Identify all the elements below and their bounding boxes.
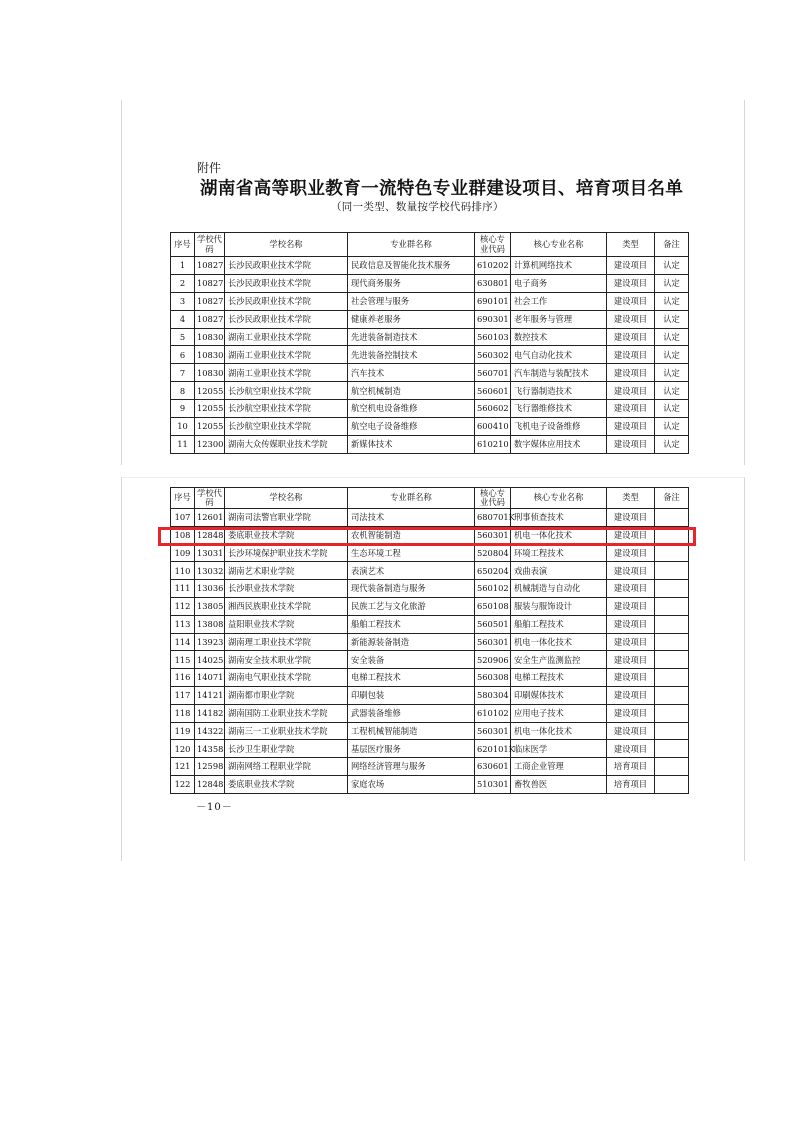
cell-core-code: 650108 [475, 597, 511, 615]
cell-group-name: 新能源装备制造 [348, 633, 475, 651]
table-row [171, 364, 689, 382]
cell-core-code: 680701K [475, 509, 511, 527]
header-core-major: 核心专业名称 [511, 233, 607, 257]
cell-school-code: 12848 [195, 775, 225, 793]
header-group-name: 专业群名称 [348, 488, 475, 509]
cell-type: 建设项目 [607, 562, 655, 580]
table-row [171, 669, 689, 687]
cell-school-name: 娄底职业技术学院 [225, 526, 348, 544]
cell-school-code: 12055 [195, 418, 225, 436]
cell-type: 建设项目 [607, 669, 655, 687]
cell-core-code: 560602 [475, 400, 511, 418]
cell-note [655, 722, 689, 740]
cell-seq: 4 [171, 310, 195, 328]
table-row [171, 597, 689, 615]
cell-seq: 107 [171, 509, 195, 527]
cell-school-name: 长沙职业技术学院 [225, 580, 348, 598]
cell-group-name: 航空机电设备维修 [348, 400, 475, 418]
cell-type: 建设项目 [607, 597, 655, 615]
cell-core-major: 安全生产监测监控 [511, 651, 607, 669]
cell-core-major: 飞行器制造技术 [511, 382, 607, 400]
cell-seq: 11 [171, 435, 195, 453]
cell-type: 培育项目 [607, 758, 655, 776]
header-type: 类型 [607, 233, 655, 257]
cell-school-code: 10827 [195, 257, 225, 275]
cell-note [655, 651, 689, 669]
cell-school-code: 13805 [195, 597, 225, 615]
cell-core-code: 560301 [475, 526, 511, 544]
cell-note: 认定 [655, 435, 689, 453]
cell-school-code: 14121 [195, 686, 225, 704]
cell-group-name: 家庭农场 [348, 775, 475, 793]
cell-type: 建设项目 [607, 651, 655, 669]
project-table-top [170, 232, 689, 454]
table-row [171, 722, 689, 740]
header-note: 备注 [655, 488, 689, 509]
header-type: 类型 [607, 488, 655, 509]
cell-group-name: 航空机械制造 [348, 382, 475, 400]
cell-seq: 5 [171, 328, 195, 346]
cell-group-name: 司法技术 [348, 509, 475, 527]
cell-school-name: 长沙民政职业技术学院 [225, 310, 348, 328]
cell-core-code: 560308 [475, 669, 511, 687]
cell-seq: 112 [171, 597, 195, 615]
cell-school-name: 长沙卫生职业学院 [225, 740, 348, 758]
table-row [171, 633, 689, 651]
cell-note: 认定 [655, 310, 689, 328]
page-number: －10－ [196, 802, 233, 813]
cell-type: 建设项目 [607, 722, 655, 740]
cell-school-code: 13808 [195, 615, 225, 633]
cell-school-name: 益阳职业技术学院 [225, 615, 348, 633]
cell-school-code: 10827 [195, 292, 225, 310]
cell-school-code: 13031 [195, 544, 225, 562]
cell-note [655, 686, 689, 704]
cell-seq: 10 [171, 418, 195, 436]
cell-type: 培育项目 [607, 775, 655, 793]
cell-note: 认定 [655, 346, 689, 364]
cell-school-name: 湖南安全技术职业学院 [225, 651, 348, 669]
cell-core-major: 汽车制造与装配技术 [511, 364, 607, 382]
cell-note: 认定 [655, 400, 689, 418]
cell-core-code: 520804 [475, 544, 511, 562]
cell-note [655, 669, 689, 687]
cell-seq: 2 [171, 274, 195, 292]
cell-core-code: 560601 [475, 382, 511, 400]
cell-seq: 8 [171, 382, 195, 400]
cell-type: 建设项目 [607, 292, 655, 310]
cell-school-name: 湖南工业职业技术学院 [225, 328, 348, 346]
cell-school-name: 湖南都市职业学院 [225, 686, 348, 704]
cell-seq: 109 [171, 544, 195, 562]
cell-core-major: 电子商务 [511, 274, 607, 292]
cell-school-name: 湖南司法警官职业学院 [225, 509, 348, 527]
cell-seq: 122 [171, 775, 195, 793]
cell-school-name: 长沙民政职业技术学院 [225, 257, 348, 275]
cell-school-code: 10830 [195, 328, 225, 346]
header-school-name: 学校名称 [225, 233, 348, 257]
cell-core-code: 630601 [475, 758, 511, 776]
table-header-row [171, 233, 689, 257]
cell-type: 建设项目 [607, 257, 655, 275]
cell-group-name: 汽车技术 [348, 364, 475, 382]
cell-seq: 111 [171, 580, 195, 598]
cell-school-code: 13032 [195, 562, 225, 580]
cell-group-name: 健康养老服务 [348, 310, 475, 328]
cell-type: 建设项目 [607, 310, 655, 328]
table-row [171, 274, 689, 292]
table-row [171, 580, 689, 598]
cell-core-code: 560501 [475, 615, 511, 633]
cell-core-major: 环境工程技术 [511, 544, 607, 562]
cell-school-name: 湘西民族职业技术学院 [225, 597, 348, 615]
cell-core-code: 690301 [475, 310, 511, 328]
table-row [171, 740, 689, 758]
header-seq: 序号 [171, 233, 195, 257]
cell-seq: 118 [171, 704, 195, 722]
cell-core-major: 数控技术 [511, 328, 607, 346]
cell-group-name: 民政信息及智能化技术服务 [348, 257, 475, 275]
cell-group-name: 现代装备制造与服务 [348, 580, 475, 598]
cell-school-name: 长沙航空职业技术学院 [225, 400, 348, 418]
table-row [171, 346, 689, 364]
cell-group-name: 先进装备控制技术 [348, 346, 475, 364]
cell-seq: 1 [171, 257, 195, 275]
cell-school-code: 14071 [195, 669, 225, 687]
cell-note [655, 615, 689, 633]
cell-core-major: 机械制造与自动化 [511, 580, 607, 598]
cell-note [655, 758, 689, 776]
cell-seq: 115 [171, 651, 195, 669]
cell-note: 认定 [655, 382, 689, 400]
header-school-code: 学校代码 [195, 488, 225, 509]
cell-group-name: 表演艺术 [348, 562, 475, 580]
cell-school-code: 10827 [195, 274, 225, 292]
cell-school-code: 10827 [195, 310, 225, 328]
table-row [171, 328, 689, 346]
table-row [171, 544, 689, 562]
cell-seq: 117 [171, 686, 195, 704]
table-row [171, 758, 689, 776]
cell-type: 建设项目 [607, 400, 655, 418]
cell-core-major: 电气自动化技术 [511, 346, 607, 364]
table-row [171, 562, 689, 580]
cell-type: 建设项目 [607, 346, 655, 364]
cell-group-name: 农机智能制造 [348, 526, 475, 544]
document-title: 湖南省高等职业教育一流特色专业群建设项目、培育项目名单 [200, 179, 684, 199]
table-row [171, 704, 689, 722]
cell-group-name: 安全装备 [348, 651, 475, 669]
cell-school-name: 长沙民政职业技术学院 [225, 274, 348, 292]
cell-school-code: 12055 [195, 400, 225, 418]
cell-school-name: 长沙航空职业技术学院 [225, 418, 348, 436]
cell-seq: 121 [171, 758, 195, 776]
cell-core-code: 600410 [475, 418, 511, 436]
cell-school-code: 14322 [195, 722, 225, 740]
cell-core-code: 520906 [475, 651, 511, 669]
cell-school-name: 娄底职业技术学院 [225, 775, 348, 793]
cell-type: 建设项目 [607, 580, 655, 598]
cell-group-name: 航空电子设备维修 [348, 418, 475, 436]
cell-seq: 120 [171, 740, 195, 758]
cell-school-code: 12848 [195, 526, 225, 544]
cell-core-major: 计算机网络技术 [511, 257, 607, 275]
cell-type: 建设项目 [607, 740, 655, 758]
cell-core-code: 560302 [475, 346, 511, 364]
cell-type: 建设项目 [607, 544, 655, 562]
cell-group-name: 民族工艺与文化旅游 [348, 597, 475, 615]
cell-type: 建设项目 [607, 509, 655, 527]
cell-note [655, 740, 689, 758]
table-row [171, 775, 689, 793]
cell-seq: 114 [171, 633, 195, 651]
document-subtitle: （同一类型、数量按学校代码排序） [331, 201, 504, 213]
table-row [171, 435, 689, 453]
cell-seq: 110 [171, 562, 195, 580]
table-row [171, 257, 689, 275]
cell-type: 建设项目 [607, 364, 655, 382]
cell-core-major: 临床医学 [511, 740, 607, 758]
cell-core-major: 刑事侦查技术 [511, 509, 607, 527]
cell-group-name: 武器装备维修 [348, 704, 475, 722]
highlight-box-row-108 [158, 527, 696, 546]
cell-seq: 9 [171, 400, 195, 418]
header-group-name: 专业群名称 [348, 233, 475, 257]
header-core-major: 核心专业名称 [511, 488, 607, 509]
cell-school-name: 长沙航空职业技术学院 [225, 382, 348, 400]
cell-school-code: 10830 [195, 346, 225, 364]
cell-school-code: 12300 [195, 435, 225, 453]
cell-seq: 3 [171, 292, 195, 310]
cell-note: 认定 [655, 274, 689, 292]
cell-core-code: 630801 [475, 274, 511, 292]
cell-core-code: 620101K [475, 740, 511, 758]
cell-type: 建设项目 [607, 615, 655, 633]
cell-core-major: 老年服务与管理 [511, 310, 607, 328]
table-row [171, 509, 689, 527]
cell-school-name: 长沙民政职业技术学院 [225, 292, 348, 310]
cell-school-name: 湖南理工职业技术学院 [225, 633, 348, 651]
cell-core-code: 510301 [475, 775, 511, 793]
cell-school-code: 14182 [195, 704, 225, 722]
cell-note: 认定 [655, 364, 689, 382]
cell-seq: 108 [171, 526, 195, 544]
cell-core-code: 560301 [475, 722, 511, 740]
cell-core-major: 戏曲表演 [511, 562, 607, 580]
cell-note: 认定 [655, 292, 689, 310]
cell-core-major: 船舶工程技术 [511, 615, 607, 633]
cell-core-major: 飞行器维修技术 [511, 400, 607, 418]
cell-core-major: 印刷媒体技术 [511, 686, 607, 704]
cell-core-code: 580304 [475, 686, 511, 704]
cell-note: 认定 [655, 328, 689, 346]
cell-seq: 113 [171, 615, 195, 633]
cell-core-major: 工商企业管理 [511, 758, 607, 776]
cell-note [655, 562, 689, 580]
cell-core-major: 机电一体化技术 [511, 633, 607, 651]
cell-core-major: 机电一体化技术 [511, 526, 607, 544]
cell-note [655, 544, 689, 562]
table-row [171, 310, 689, 328]
cell-school-name: 湖南艺术职业学院 [225, 562, 348, 580]
cell-group-name: 电梯工程技术 [348, 669, 475, 687]
cell-note [655, 597, 689, 615]
cell-school-code: 13036 [195, 580, 225, 598]
header-seq: 序号 [171, 488, 195, 509]
cell-group-name: 社会管理与服务 [348, 292, 475, 310]
cell-type: 建设项目 [607, 274, 655, 292]
cell-type: 建设项目 [607, 633, 655, 651]
cell-core-code: 610102 [475, 704, 511, 722]
cell-core-major: 应用电子技术 [511, 704, 607, 722]
cell-core-major: 飞机电子设备维修 [511, 418, 607, 436]
table-row [171, 418, 689, 436]
cell-type: 建设项目 [607, 704, 655, 722]
table-row [171, 400, 689, 418]
cell-core-code: 610210 [475, 435, 511, 453]
table-row [171, 382, 689, 400]
cell-school-code: 14358 [195, 740, 225, 758]
cell-core-code: 560103 [475, 328, 511, 346]
cell-group-name: 新媒体技术 [348, 435, 475, 453]
cell-core-code: 610202 [475, 257, 511, 275]
attachment-label: 附件 [197, 161, 222, 175]
cell-core-major: 社会工作 [511, 292, 607, 310]
cell-school-code: 12598 [195, 758, 225, 776]
cell-note: 认定 [655, 418, 689, 436]
cell-type: 建设项目 [607, 526, 655, 544]
table-row [171, 292, 689, 310]
cell-group-name: 先进装备制造技术 [348, 328, 475, 346]
cell-school-name: 长沙环境保护职业技术学院 [225, 544, 348, 562]
cell-seq: 119 [171, 722, 195, 740]
cell-type: 建设项目 [607, 686, 655, 704]
cell-core-major: 机电一体化技术 [511, 722, 607, 740]
cell-core-major: 数字媒体应用技术 [511, 435, 607, 453]
cell-school-code: 12055 [195, 382, 225, 400]
header-note: 备注 [655, 233, 689, 257]
cell-type: 建设项目 [607, 435, 655, 453]
cell-group-name: 船舶工程技术 [348, 615, 475, 633]
header-school-name: 学校名称 [225, 488, 348, 509]
cell-core-major: 电梯工程技术 [511, 669, 607, 687]
cell-school-code: 12601 [195, 509, 225, 527]
cell-core-code: 560102 [475, 580, 511, 598]
cell-group-name: 基层医疗服务 [348, 740, 475, 758]
cell-note [655, 633, 689, 651]
cell-core-major: 畜牧兽医 [511, 775, 607, 793]
table-row [171, 615, 689, 633]
cell-seq: 7 [171, 364, 195, 382]
header-school-code: 学校代码 [195, 233, 225, 257]
cell-school-name: 湖南三一工业职业技术学院 [225, 722, 348, 740]
cell-school-name: 湖南国防工业职业技术学院 [225, 704, 348, 722]
cell-type: 建设项目 [607, 328, 655, 346]
cell-seq: 6 [171, 346, 195, 364]
cell-school-name: 湖南工业职业技术学院 [225, 364, 348, 382]
cell-school-code: 10830 [195, 364, 225, 382]
table-row [171, 651, 689, 669]
cell-core-code: 560701 [475, 364, 511, 382]
cell-core-code: 650204 [475, 562, 511, 580]
table-row [171, 686, 689, 704]
cell-school-code: 14025 [195, 651, 225, 669]
cell-note [655, 775, 689, 793]
cell-core-code: 690101 [475, 292, 511, 310]
cell-core-major: 服装与服饰设计 [511, 597, 607, 615]
cell-group-name: 现代商务服务 [348, 274, 475, 292]
cell-note [655, 509, 689, 527]
cell-group-name: 网络经济管理与服务 [348, 758, 475, 776]
table-header-row [171, 488, 689, 509]
cell-type: 建设项目 [607, 418, 655, 436]
cell-seq: 116 [171, 669, 195, 687]
cell-group-name: 工程机械智能制造 [348, 722, 475, 740]
cell-note [655, 580, 689, 598]
cell-type: 建设项目 [607, 382, 655, 400]
header-core-code: 核心专业代码 [475, 233, 511, 257]
cell-core-code: 560301 [475, 633, 511, 651]
cell-note: 认定 [655, 257, 689, 275]
cell-school-code: 13923 [195, 633, 225, 651]
cell-group-name: 印刷包装 [348, 686, 475, 704]
cell-school-name: 湖南工业职业技术学院 [225, 346, 348, 364]
cell-school-name: 湖南网络工程职业学院 [225, 758, 348, 776]
cell-school-name: 湖南大众传媒职业技术学院 [225, 435, 348, 453]
header-core-code: 核心专业代码 [475, 488, 511, 509]
cell-note [655, 704, 689, 722]
cell-group-name: 生态环境工程 [348, 544, 475, 562]
cell-school-name: 湖南电气职业技术学院 [225, 669, 348, 687]
